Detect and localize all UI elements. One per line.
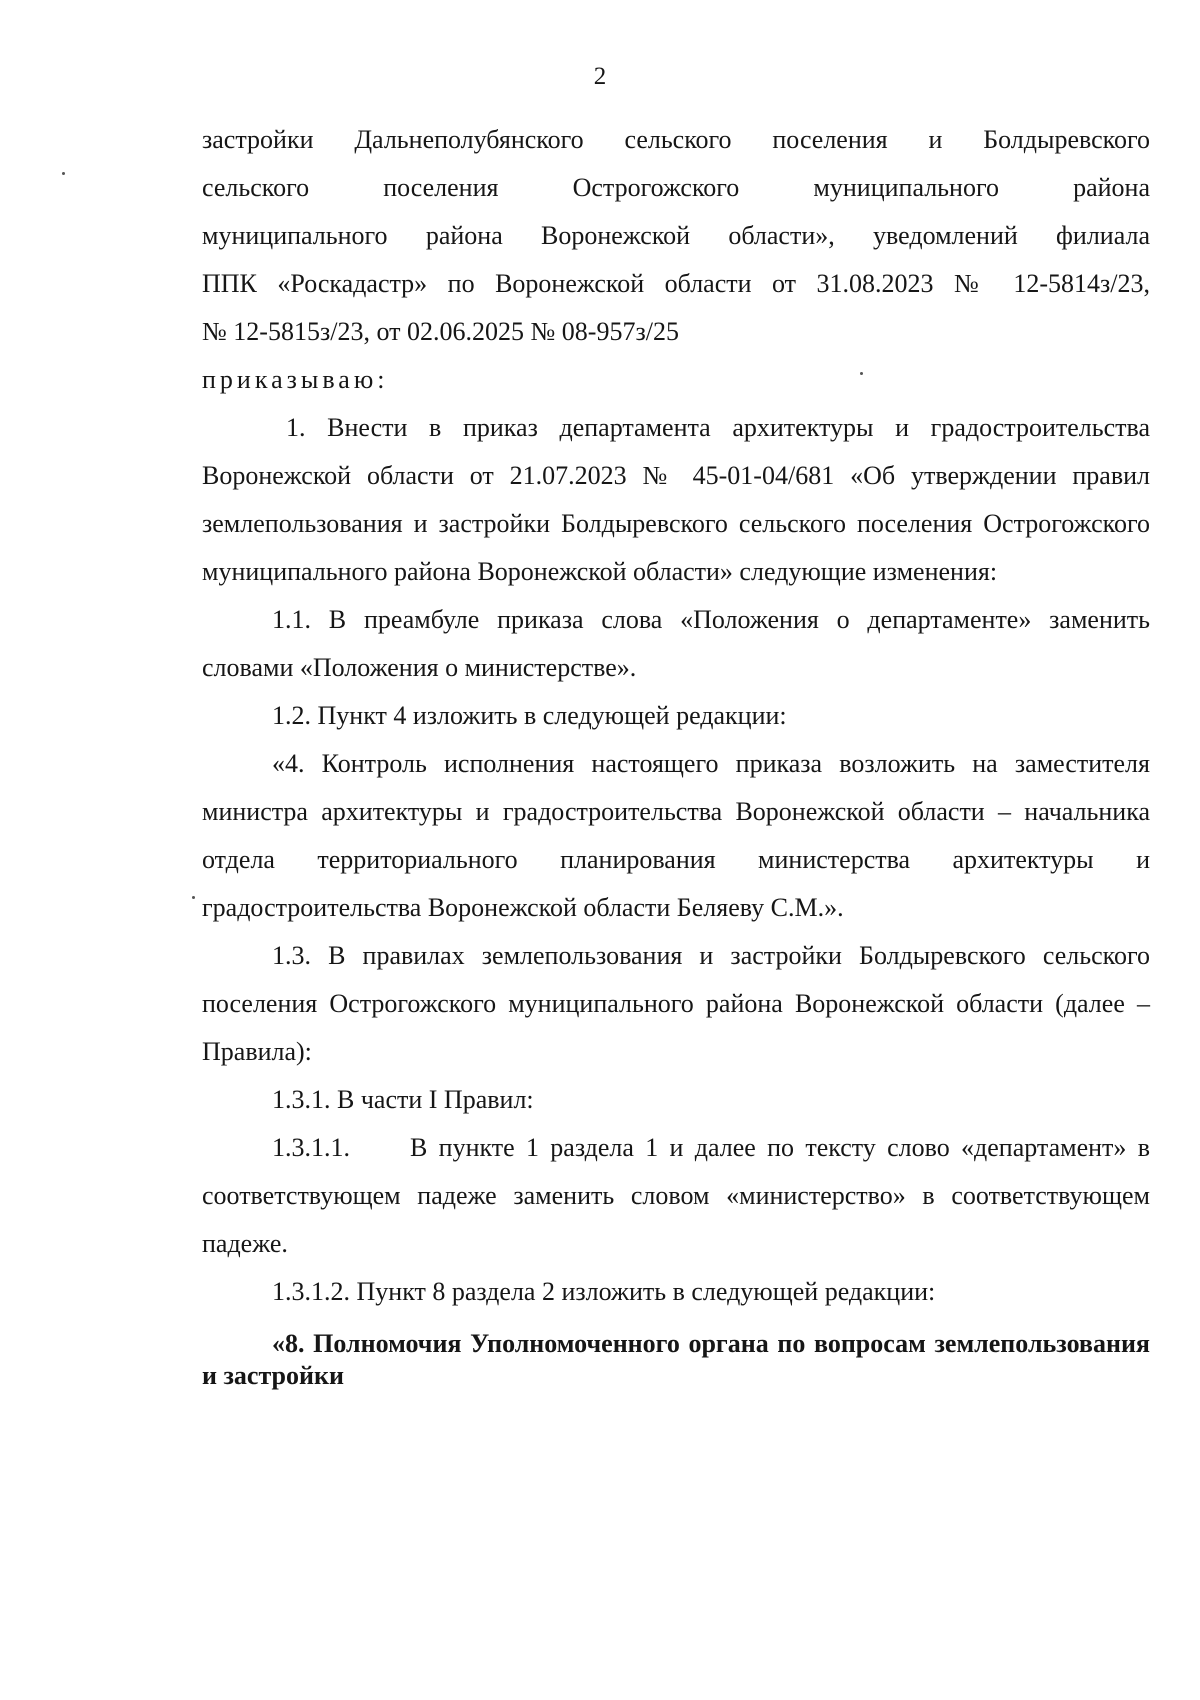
item-number: 1.3.1.1.	[272, 1133, 350, 1162]
paragraph-item-4-quote: «4. Контроль исполнения настоящего приказа возложить на заместителя министра архитектуры и градостроительства Воронежской области – начальника отдела территориального планирования министерства архитектуры и градостроительства Воронежской области Беляеву С.М.».	[202, 749, 1150, 922]
document-body	[202, 116, 1150, 1392]
paragraph-item-1: 1. Внести в приказ департамента архитектуры и градостроительства Воронежской области от 21.07.2023 № 45-01-04/681 «Об утверждении правил землепользования и застройки Болдыревского сельского поселения Острогожского муниципального района Воронежской области» следующие изменения:	[202, 413, 1150, 586]
paragraph-item-1-2: 1.2. Пункт 4 изложить в следующей редакции:	[272, 701, 787, 730]
paragraph-item-1-3-1-2: 1.3.1.2. Пункт 8 раздела 2 изложить в следующей редакции:	[272, 1277, 936, 1306]
paragraph-preamble-continuation	[202, 116, 1150, 356]
text-line: сельского поселения Острогожского муниципального района	[202, 173, 1150, 202]
scan-speck	[62, 172, 65, 175]
text-line: муниципального района Воронежской области», уведомлений филиала	[202, 221, 1150, 250]
paragraph-item-1-3-1: 1.3.1. В части I Правил:	[272, 1085, 534, 1114]
section-heading-8: «8. Полномочия Уполномоченного органа по вопросам землепользования и застройки	[202, 1329, 1150, 1390]
paragraph-item-1-3: 1.3. В правилах землепользования и застройки Болдыревского сельского поселения Острогожского муниципального района Воронежской области (далее – Правила):	[202, 941, 1150, 1066]
text-line: ППК «Роскадастр» по Воронежской области от 31.08.2023 № 12-5814з/23,	[202, 269, 1150, 298]
scan-speck	[192, 896, 195, 899]
order-keyword: приказываю:	[202, 365, 389, 394]
paragraph-item-1-1: 1.1. В преамбуле приказа слова «Положения о департаменте» заменить словами «Положения о министерстве».	[202, 605, 1150, 682]
text-line: № 12-5815з/23, от 02.06.2025 № 08-957з/25	[202, 317, 679, 346]
text-line: застройки Дальнеполубянского сельского поселения и Болдыревского	[202, 125, 1150, 154]
item-text: В пункте 1 раздела 1 и далее по тексту слово «департамент» в соответствующем падеже заменить словом «министерство» в соответствующем падеже.	[202, 1133, 1150, 1258]
paragraph-item-1-3-1-1	[202, 1124, 1150, 1268]
page-number: 2	[593, 63, 607, 90]
